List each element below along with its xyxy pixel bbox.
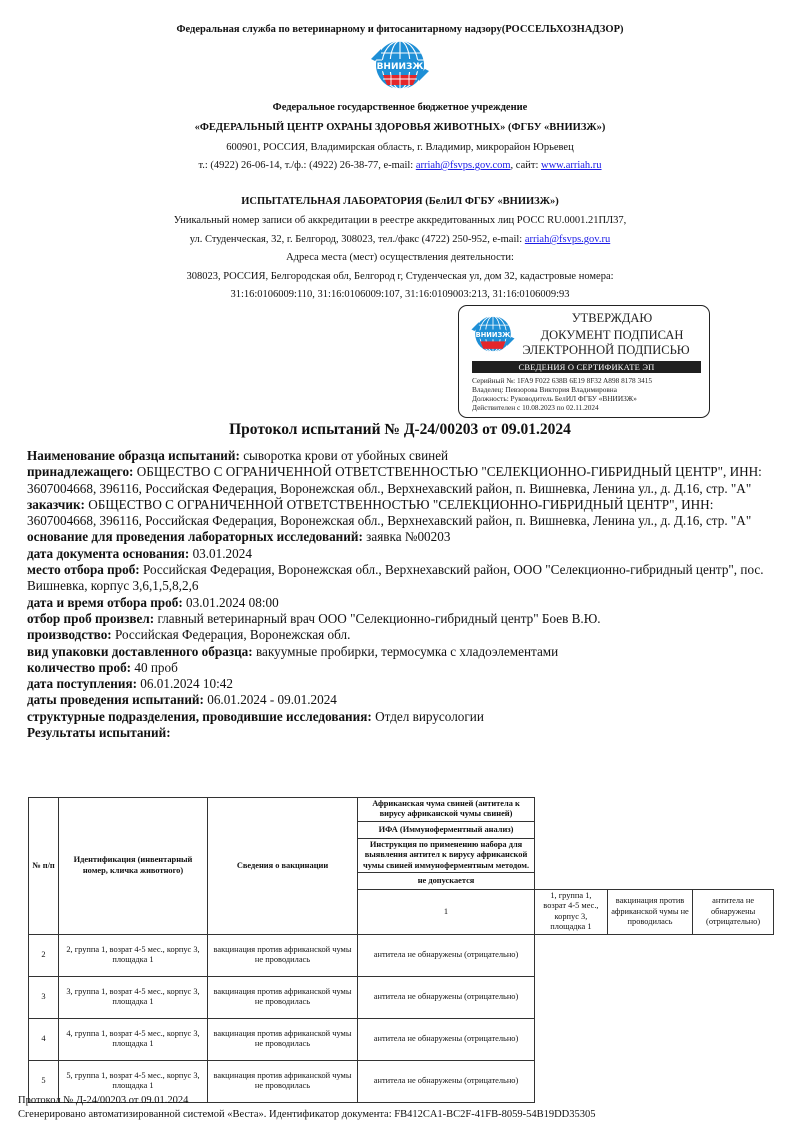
row-result: антитела не обнаружены (отрицательно) — [358, 934, 535, 976]
field-sampling-datetime: дата и время отбора проб: 03.01.2024 08:00 — [27, 594, 279, 610]
site-prefix: , сайт: — [510, 160, 541, 171]
lab-accreditation: Уникальный номер записи об аккредитации в реестре аккредитованных лиц РОСС RU.0001.21ПЛ37, — [173, 215, 627, 226]
protocol-title: Протокол испытаний № Д-24/00203 от 09.01.2024 — [229, 421, 571, 438]
agency-name: Федеральная служба по ветеринарному и фитосанитарному надзору(РОССЕЛЬХОЗНАДЗОР) — [176, 24, 624, 35]
row-vaccination: вакцинация против африканской чумы не проводилась — [208, 976, 358, 1018]
lab-title: ИСПЫТАТЕЛЬНАЯ ЛАБОРАТОРИЯ (БелИЛ ФГБУ «ВНИИЗЖ») — [241, 196, 559, 207]
vniizh-logo — [369, 37, 431, 93]
field-sampled-by: отбор проб произвел: главный ветеринарный врач ООО "Селекционно-гибридный центр" Боев В.Ю. — [27, 610, 601, 626]
row-identification: 4, группа 1, возрат 4-5 мес., корпус 3, площадка 1 — [59, 1018, 208, 1060]
row-vaccination: вакцинация против африканской чумы не проводилась — [607, 890, 692, 935]
stamp-signed: ДОКУМЕНТ ПОДПИСАН — [540, 328, 684, 342]
field-sample-name: Наименование образца испытаний: сыворотка крови от убойных свиней — [27, 448, 449, 463]
footer-generated-by: Сгенерировано автоматизированной системой «Веста». Идентификатор документа: FB412CA1-BC2F-41FB-8059-54B19DD35305 — [18, 1108, 596, 1120]
header-identification: Идентификация (инвентарный номер, кличка животного) — [59, 798, 208, 935]
row-vaccination: вакцинация против африканской чумы не проводилась — [208, 934, 358, 976]
table-header-row — [29, 798, 774, 822]
row-identification: 3, группа 1, возрат 4-5 мес., корпус 3, площадка 1 — [59, 976, 208, 1018]
footer-protocol-ref: Протокол № Д-24/00203 от 09.01.2024 — [18, 1095, 189, 1106]
row-identification: 2, группа 1, возрат 4-5 мес., корпус 3, площадка 1 — [59, 934, 208, 976]
row-result: антитела не обнаружены (отрицательно) — [358, 1018, 535, 1060]
stamp-certificate-bar: СВЕДЕНИЯ О СЕРТИФИКАТЕ ЭП — [472, 361, 701, 373]
page-footer — [18, 1094, 596, 1121]
field-packaging: вид упаковки доставленного образца: вакуумные пробирки, термосумка с хладоэлементами — [27, 643, 559, 659]
stamp-serial: Серийный №: 1FA9 F022 638B 6E19 8F32 A898 8178 3415 — [472, 376, 653, 385]
stamp-validity: Действителен с 10.08.2023 по 02.11.2024 — [472, 403, 599, 412]
lab-activity-label: Адреса места (мест) осуществления деятельности: — [286, 252, 514, 263]
row-identification: 1, группа 1, возрат 4-5 мес., корпус 3, площадка 1 — [535, 890, 608, 935]
field-test-dates: даты проведения испытаний: 06.01.2024 - 09.01.2024 — [27, 692, 337, 708]
row-vaccination: вакцинация против африканской чумы не проводилась — [208, 1018, 358, 1060]
lab-cadastral-numbers: 31:16:0106009:110, 31:16:0106009:107, 31:16:0109003:213, 31:16:0106009:93 — [230, 289, 570, 300]
header-disease: Африканская чума свиней (антитела к вирусу африканской чумы свиней) — [358, 798, 535, 822]
institution-address: 600901, РОССИЯ, Владимирская область, г. Владимир, микрорайон Юрьевец — [226, 142, 574, 153]
institution-name: «ФЕДЕРАЛЬНЫЙ ЦЕНТР ОХРАНЫ ЗДОРОВЬЯ ЖИВОТНЫХ» (ФГБУ «ВНИИЗЖ») — [194, 122, 606, 133]
table-row — [29, 976, 774, 1018]
stamp-position: Должность: Руководитель БелИЛ ФГБУ «ВНИИЗЖ» — [472, 394, 637, 403]
header-vaccination: Сведения о вакцинации — [208, 798, 358, 935]
lab-address — [0, 233, 800, 246]
field-sample-count: количество проб: 40 проб — [27, 659, 178, 675]
header-instruction: Инструкция по применению набора для выявления антител к вирусу африканской чумы свиней иммуноферментным методом. — [358, 838, 535, 872]
institution-contacts — [0, 159, 800, 172]
header-norm: не допускается — [358, 873, 535, 890]
row-number: 5 — [29, 1060, 59, 1102]
globe-logo-icon — [369, 37, 431, 93]
row-number: 2 — [29, 934, 59, 976]
row-number: 3 — [29, 976, 59, 1018]
institution-email-link[interactable]: arriah@fsvps.gov.com — [415, 160, 511, 171]
row-vaccination: вакцинация против африканской чумы не проводилась — [208, 1060, 358, 1102]
table-row — [29, 1018, 774, 1060]
row-number: 1 — [358, 890, 535, 935]
e-signature-stamp — [458, 305, 710, 418]
contacts-phones: т.: (4922) 26-06-14, т./ф.: (4922) 26-38-77, e-mail: — [198, 160, 416, 171]
field-departments: структурные подразделения, проводившие исследования: Отдел вирусологии — [27, 708, 484, 724]
lab-email-link[interactable]: arriah@fsvps.gov.ru — [524, 234, 611, 245]
stamp-approve: УТВЕРЖДАЮ — [571, 311, 653, 325]
table-row — [29, 934, 774, 976]
row-identification: 5, группа 1, возрат 4-5 мес., корпус 3, площадка 1 — [59, 1060, 208, 1102]
svg-text:ВНИИЗЖ: ВНИИЗЖ — [475, 330, 511, 339]
row-number: 4 — [29, 1018, 59, 1060]
field-sampling-place: место отбора проб: Российская Федерация, Воронежская обл., Верхнехавский район, ООО "Селекционно-гибридный центр", пос. Вишневка, корпус 3,6,1,5,8,2,6 — [27, 562, 764, 594]
field-customer: заказчик: ОБЩЕСТВО С ОГРАНИЧЕННОЙ ОТВЕТСТВЕННОСТЬЮ "СЕЛЕКЦИОННО-ГИБРИДНЫЙ ЦЕНТР", ИНН: 3607004668, 396116, Российская Федерация, Воронежская обл., Верхнехавский район, п. Вишневка, Ленина ул., д. Д.16, стр. "А" — [27, 496, 752, 529]
lab-activity-address: 308023, РОССИЯ, Белгородская обл, Белгород г, Студенческая ул, дом 32, кадастровые номера: — [186, 271, 614, 282]
sample-info — [27, 448, 777, 741]
stamp-signed-electronic: ЭЛЕКТРОННОЙ ПОДПИСЬЮ — [522, 343, 690, 357]
header-number: № п/п — [29, 798, 59, 935]
institution-site-link[interactable]: www.arriah.ru — [541, 160, 602, 171]
row-result: антитела не обнаружены (отрицательно) — [358, 976, 535, 1018]
field-basis: основание для проведения лабораторных исследований: заявка №00203 — [27, 529, 451, 545]
svg-text:ВНИИЗЖ: ВНИИЗЖ — [376, 62, 424, 72]
row-result: антитела не обнаружены (отрицательно) — [693, 890, 774, 935]
results-heading: Результаты испытаний: — [27, 725, 171, 741]
institution-type: Федеральное государственное бюджетное учреждение — [272, 102, 528, 113]
results-table — [28, 797, 774, 1103]
field-production: производство: Российская Федерация, Воронежская обл. — [27, 627, 351, 643]
row-result: антитела не обнаружены (отрицательно) — [358, 1060, 535, 1102]
field-basis-date: дата документа основания: 03.01.2024 — [27, 545, 252, 561]
field-received-date: дата поступления: 06.01.2024 10:42 — [27, 676, 233, 692]
lab-address-text: ул. Студенческая, 32, г. Белгород, 308023, тел./факс (4722) 250-952, e-mail: — [189, 234, 525, 245]
header-method: ИФА (Иммуноферментный анализ) — [358, 821, 535, 838]
field-owner: принадлежащего: ОБЩЕСТВО С ОГРАНИЧЕННОЙ ОТВЕТСТВЕННОСТЬЮ "СЕЛЕКЦИОННО-ГИБРИДНЫЙ ЦЕНТР", ИНН: 3607004668, 396116, Российская Федерация, Воронежская обл., Верхнехавский район, п. Вишневка, Ленина ул., д. Д.16, стр. "А" — [27, 464, 762, 496]
stamp-owner: Владелец: Певзорова Виктория Владимировна — [472, 385, 617, 394]
